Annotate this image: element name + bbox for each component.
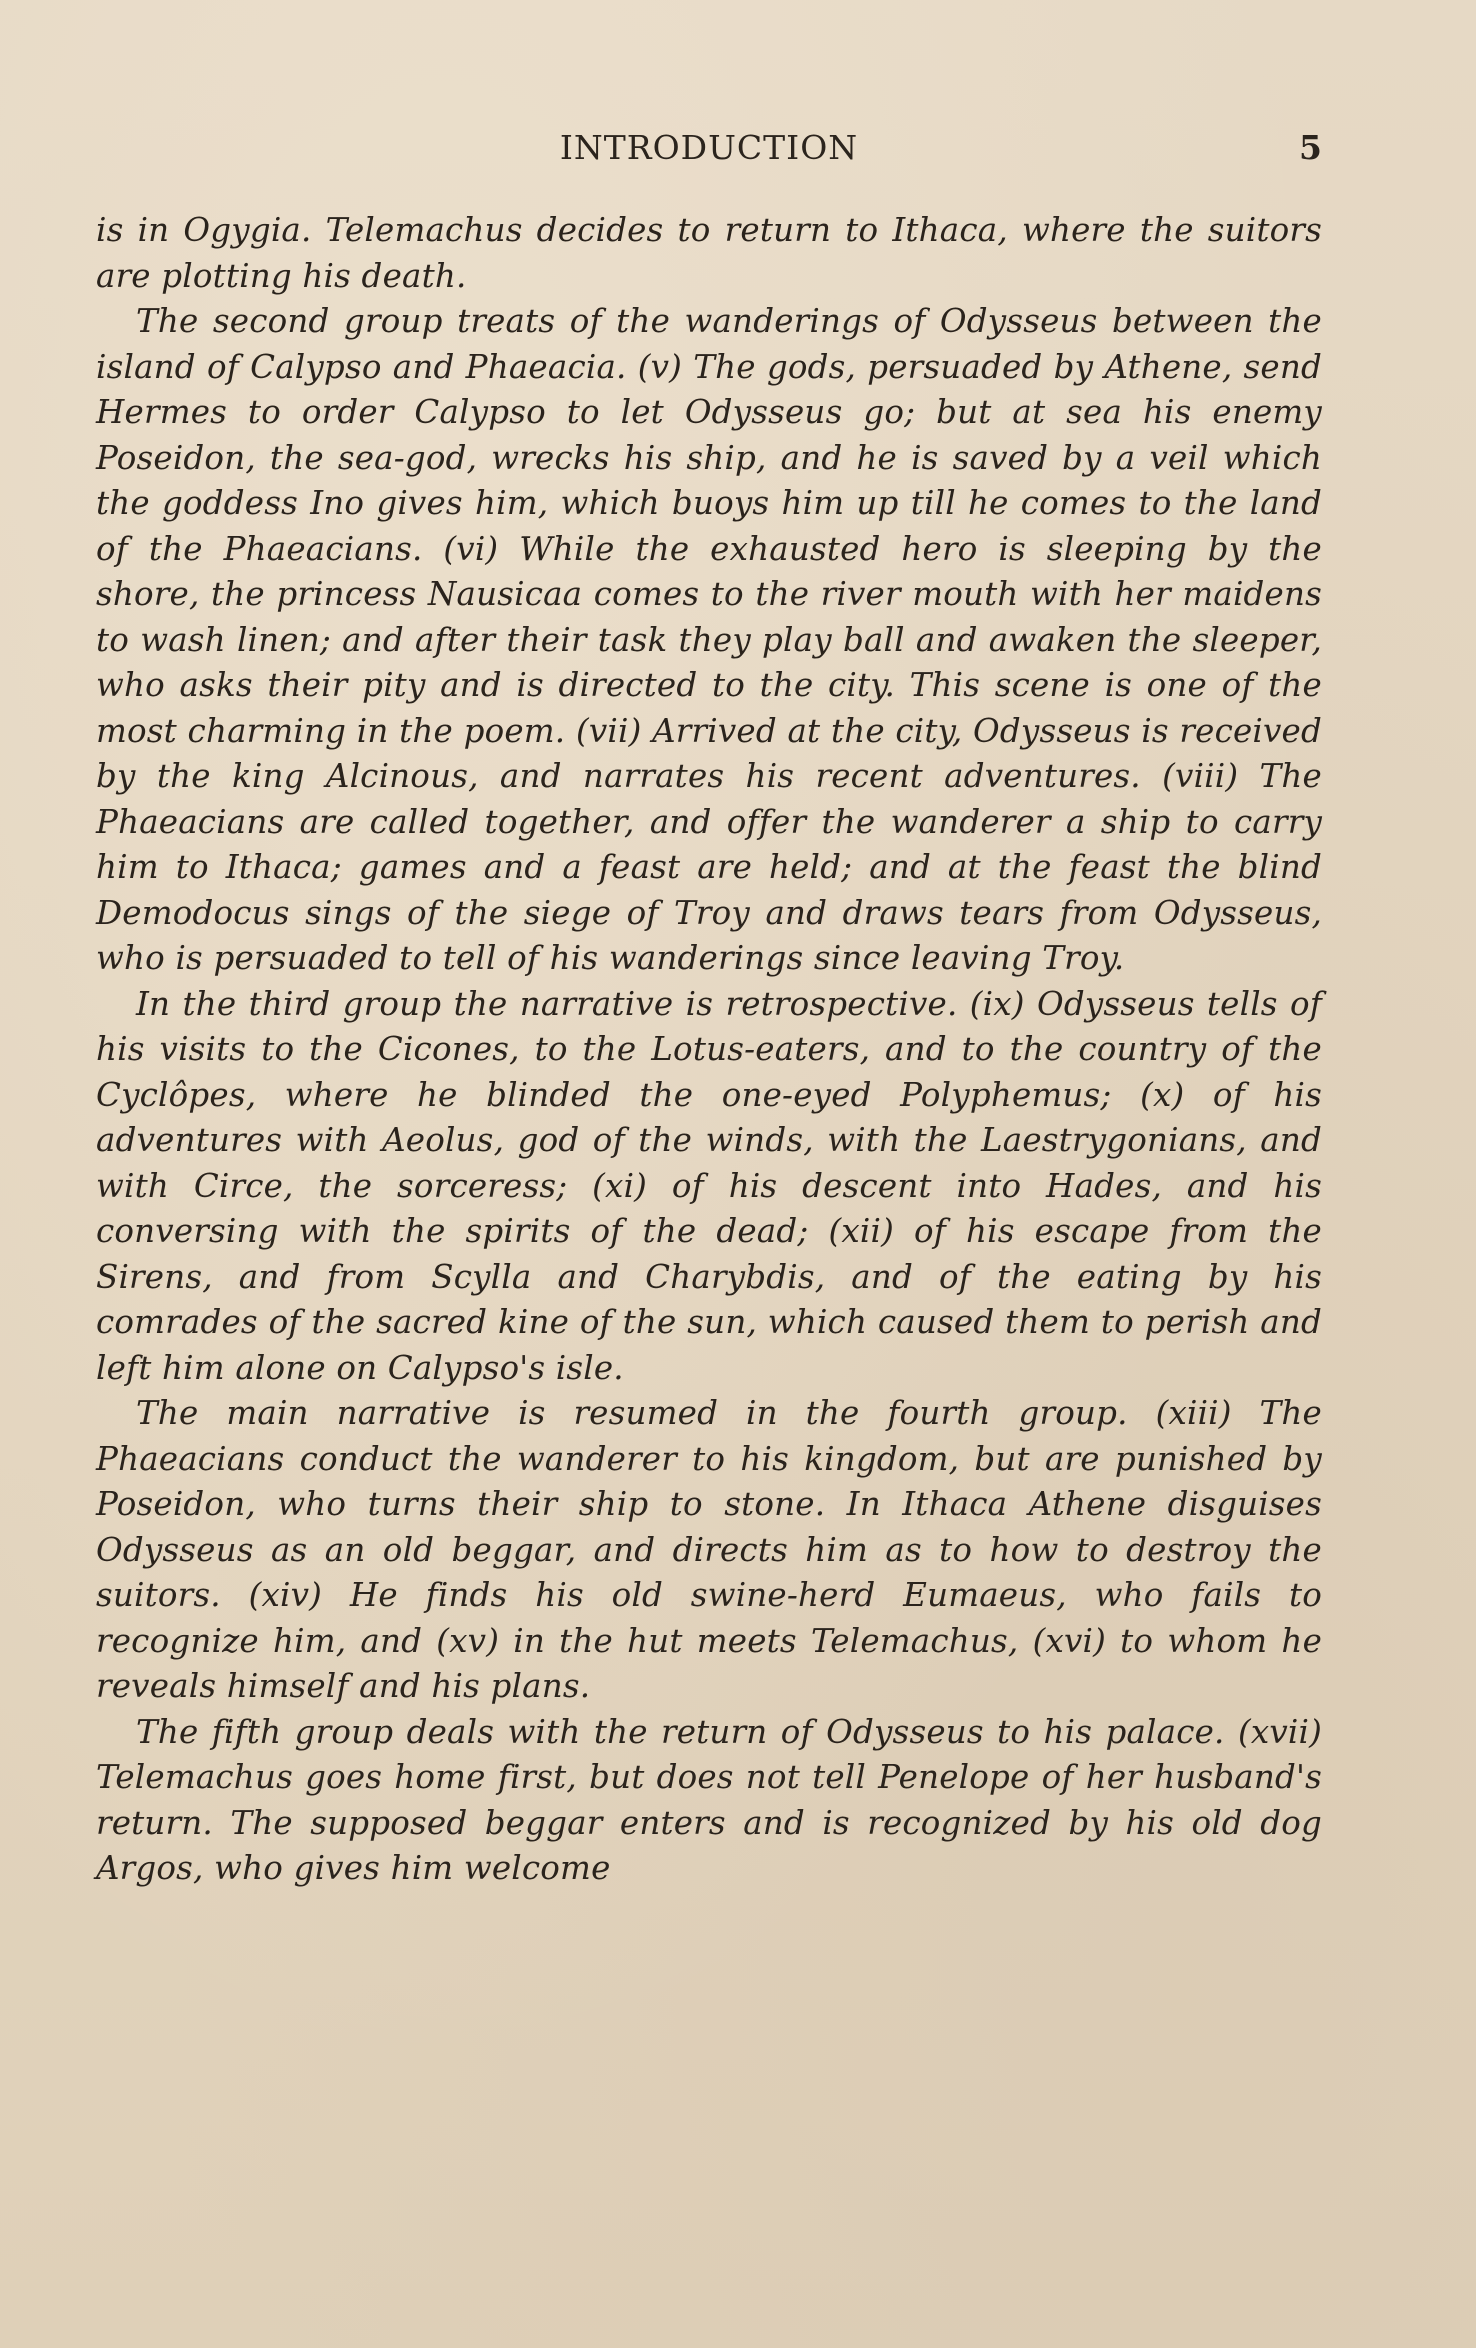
running-title: INTRODUCTION (559, 128, 859, 167)
body-text (96, 208, 1322, 1892)
paragraph-fifth-group: The fifth group deals with the return of Odysseus to his palace. (xvii) Telemachus goes home first, but does not tell Penelope of her husband's return. The supposed beggar enters and is recognized by his old dog Argos, who gives him welcome (96, 1712, 1322, 1887)
running-head (96, 128, 1322, 178)
paragraph-continuation: is in Ogygia. Telemachus decides to return to Ithaca, where the suitors are plotting his death. (96, 211, 1322, 295)
paragraph-second-group: The second group treats of the wanderings of Odysseus between the island of Calypso and Phaeacia. (v) The gods, persuaded by Athene, send Hermes to order Calypso to let Odysseus go; but at sea his enemy Poseidon, the sea-god, wrecks his ship, and he is saved by a veil which the goddess Ino gives him, which buoys him up till he comes to the land of the Phaeacians. (vi) While the exhausted hero is sleeping by the shore, the princess Nausicaa comes to the river mouth with her maidens to wash linen; and after their task they play ball and awaken the sleeper, who asks their pity and is directed to the city. This scene is one of the most charming in the poem. (vii) Arrived at the city, Odysseus is received by the king Alcinous, and narrates his recent adventures. (viii) The Phaeacians are called together, and offer the wanderer a ship to carry him to Ithaca; games and a feast are held; and at the feast the blind Demodocus sings of the siege of Troy and draws tears from Odysseus, who is persuaded to tell of his wanderings since leaving Troy. (96, 302, 1322, 977)
paragraph-third-group: In the third group the narrative is retrospective. (ix) Odysseus tells of his visits to the Cicones, to the Lotus-eaters, and to the country of the Cyclôpes, where he blinded the one-eyed Polyphemus; (x) of his adventures with Aeolus, god of the winds, with the Laestrygonians, and with Circe, the sorceress; (xi) of his descent into Hades, and his conversing with the spirits of the dead; (xii) of his escape from the Sirens, and from Scylla and Charybdis, and of the eating by his comrades of the sacred kine of the sun, which caused them to perish and left him alone on Calypso's isle. (96, 984, 1322, 1387)
paragraph-fourth-group: The main narrative is resumed in the fourth group. (xiii) The Phaeacians conduct the wanderer to his kingdom, but are punished by Poseidon, who turns their ship to stone. In Ithaca Athene disguises Odysseus as an old beggar, and directs him as to how to destroy the suitors. (xiv) He finds his old swine-herd Eumaeus, who fails to recognize him, and (xv) in the hut meets Telemachus, (xvi) to whom he reveals himself and his plans. (96, 1394, 1322, 1705)
page-number: 5 (1299, 128, 1322, 167)
